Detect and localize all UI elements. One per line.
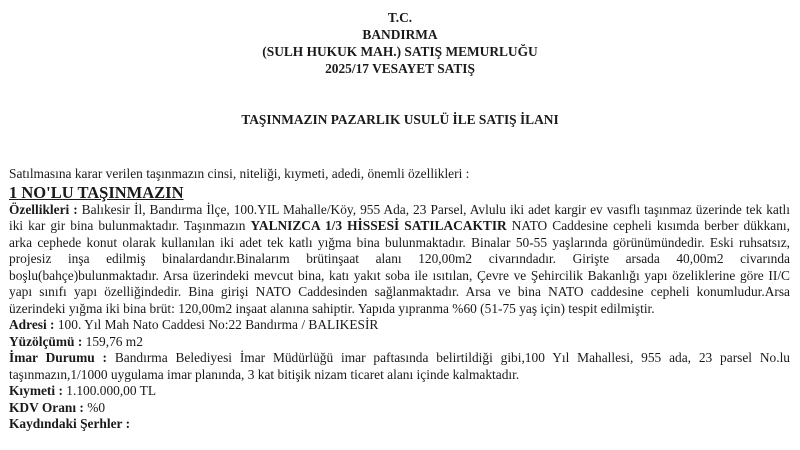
adres-value: 100. Yıl Mah Nato Caddesi No:22 Bandırma / BALIKESİR [54,317,379,332]
yuzolcumu-label: Yüzölçümü : [9,333,83,349]
kdv-line [9,400,790,417]
kiymeti-label: Kıymeti : [9,383,63,398]
ozellikler-paragraph [9,202,790,318]
ozellikler-text-before: Balıkesir İl, Bandırma İlçe, 100.YIL Mahalle/Köy, 955 Ada, 23 Parsel, Avlulu iki adet kargir ev vasıflı taşınmaz üzerinde tek katlı iki kar gir bina bulunmaktadır. Taşınmazın [9,201,790,233]
document-subtitle: TAŞINMAZIN PAZARLIK USULÜ İLE SATIŞ İLANI [241,112,559,127]
adres-label: Adresi : [9,317,55,332]
yuzolcumu-line [9,334,790,351]
header-line-case: 2025/17 VESAYET SATIŞ [325,61,475,76]
ozellikler-highlight: YALNIZCA 1/3 HİSSESİ SATILACAKTIR [250,218,507,233]
section-title: 1 NO'LU TAŞINMAZIN [9,182,184,202]
imar-paragraph [9,350,790,383]
header-line-tc: T.C. [387,10,413,25]
kdv-value: %0 [83,399,106,415]
kiymeti-line [9,383,790,400]
document-header [0,9,800,77]
serhler-label: Kaydındaki Şerhler : [9,416,131,431]
ozellikler-text-after: NATO Caddesine cepheli kısımda berber dükkanı, arka cephede konut olarak kullanılan iki adet tek katlı yığma bina bulunmaktadır. Binalar 50-55 yaşlarında görünümündedir. Eski ruhsatsız, projesiz inşa edilmiş binalardandır.Binalarım brütinşaat alanı 120,00m2 civarındadır. Girişte arsada 40,00m2 civarında boşlu(bahçe)bulunmaktadır. Arsa üzerindeki mevcut bina, katı yakıt soba ile ısıtılan, Çevre ve Şehircilik Bakanlığı yapı özeliklerine göre II/C yapı sınıfı yapı özelliğindedir. Bina girişi NATO Caddesinden sağlanmaktadır. Arsa ve bina NATO caddesine cepheli konumludur.Arsa üzerindeki yığma iki bina brüt: 120,00m2 inşaat alanına sahiptir. Yapıda yıpranma %60 (51-75 yaş için) tespit edilmiştir. [9,218,790,316]
document-body [9,166,790,433]
serhler-line [9,416,790,433]
header-line-city: BANDIRMA [362,27,438,42]
adres-line [9,317,790,334]
kdv-label: KDV Oranı : [9,399,84,415]
yuzolcumu-value: 159,76 m2 [82,333,143,349]
imar-label: İmar Durumu : [9,350,107,365]
header-line-office: (SULH HUKUK MAH.) SATIŞ MEMURLUĞU [262,44,538,59]
imar-value: Bandırma Belediyesi İmar Müdürlüğü imar paftasında belirtildiği gibi,100 Yıl Mahallesi, 955 ada, 23 parsel No.lu taşınmazın,1/1000 uygulama imar planında, 3 kat bitişik nizam ticaret alanı içinde kalmaktadır. [9,350,790,382]
kiymeti-value: 1.100.000,00 TL [62,383,157,398]
ozellikler-label: Özellikleri : [9,201,78,217]
intro-text: Satılmasına karar verilen taşınmazın cinsi, niteliği, kıymeti, adedi, önemli özellikleri : [9,166,470,181]
